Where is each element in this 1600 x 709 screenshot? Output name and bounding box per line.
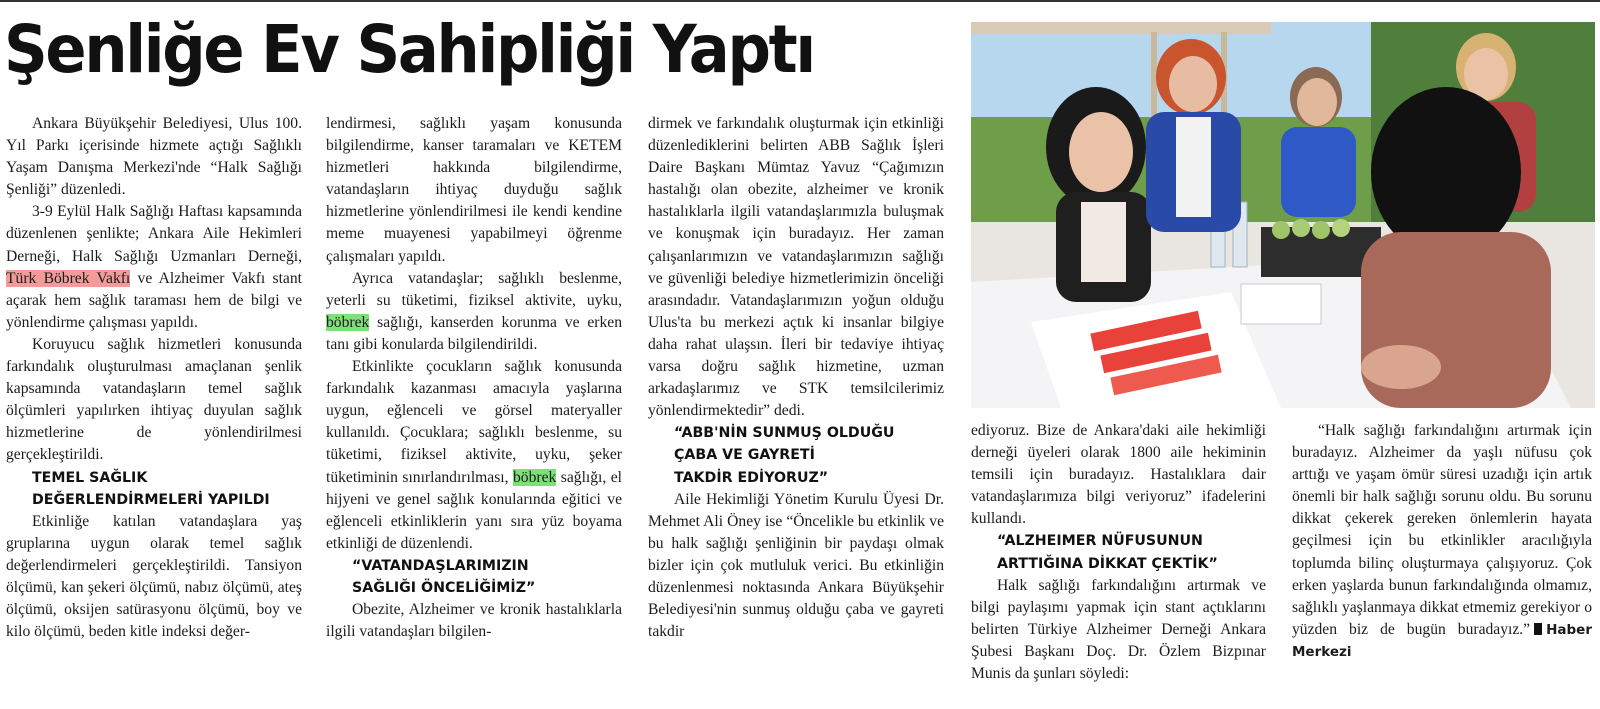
paragraph: 3-9 Eylül Halk Sağlığı Haftası kapsamında düzenlenen şenlikte; Ankara Aile Hekimleri Derneği, Halk Sağlığı Uzmanları Derneği, Türk Böbrek Vakfı ve Alzheimer Vakfı stant açarak hem sağlık taraması hem de bilgi ve yönlendirme çalışması yapıldı. [6,203,302,331]
paragraph: Etkinliğe katılan vatandaşlara yaş gruplarına uygun olarak temel sağlık değerlendirmeleri gerçekleştirildi. Tansiyon ölçümü, kan şekeri ölçümü, nabız ölçümü, ateş ölçümü, oksijen satürasyonu ölçümü, boy ve kilo ölçümü, beden kitle indeksi değer- [6,512,302,641]
article-column-1 [6,113,302,643]
paragraph: lendirmesi, sağlıklı yaşam konusunda bilgilendirme, kanser taramaları ve KETEM hizmetleri hakkında bilgilendirme, vatandaşların ihtiyaç duyduğu sağlık hizmetlerine yönlendirilmesi ile kendi kendine meme muayenesi yapabilmeyi öğrenme çalışmaları yapıldı. [326,115,622,265]
subheading: TEMEL SAĞLIK DEĞERLENDİRMELERİ YAPILDI [32,469,270,508]
highlight-keyword: Türk Böbrek Vakfı [6,269,131,287]
paragraph: Ankara Büyükşehir Belediyesi, Ulus 100. Yıl Parkı içerisinde hizmete açtığı Sağlıklı Yaşam Danışma Merkezi'nde “Halk Sağlığı Şenliği” düzenledi. [6,115,302,199]
paragraph: “Halk sağlığı farkındalığını artırmak için buradayız. Alzheimer da yaşlı nüfusu çok arttığı ve yaşam ömür süresi uzadığı için artık önemli bir halk sağlığı sorunu oldu. Bu sorunu dikkat çekerek gereken önlemlerin hayata geçilmesi için bu etkinlikler aracılığıyla toplumda bilinç oluşturmaya çalışıyoruz. Çok erken yaşlarda bunun farkındalığında olmamız, sağlıklı yaşlanmaya dikkat etmemiz gerekiyor o yüzden biz de bugün buradayız.” Haber Merkezi [1292,422,1592,660]
paragraph: Etkinlikte çocukların sağlık konusunda farkındalık kazanması amacıyla yaşlarına uygun, eğlenceli ve görsel materyaller kullanıldı. Çocuklara; sağlıklı beslenme, su tüketimi, fiziksel aktivite, uyku, şeker tüketiminin sınırlandırılması, böbrek sağlığı, el hijyeni ve genel sağlık konularında eğitici ve eğlenceli etkinliklerin yanı sıra yüz boyama etkinliği de düzenlendi. [326,358,622,552]
article-column-5 [1292,420,1592,663]
paragraph: Ayrıca vatandaşlar; sağlıklı beslenme, yeterli su tüketimi, fiziksel aktivite, uyku, böbrek sağlığı, kanserden korunma ve erken tanı gibi konularda bilgilendirildi. [326,269,622,353]
subheading: “ABB'NİN SUNMUŞ OLDUĞU ÇABA VE GAYRETİ TAKDİR EDİYORUZ” [674,425,895,486]
photo-illustration [971,22,1595,408]
paragraph: dirmek ve farkındalık oluşturmak için etkinliği düzenlediklerini belirten ABB Sağlık İşleri Daire Başkanı Mümtaz Yavuz “Çağımızın hastalığı olan obezite, alzheimer ve kronik hastalıklarla ilgili vatandaşlarımızla buluşmak ve konuşmak için buradayız. Her zaman çalışanlarımızın ve vatandaşlarımızın sağlığı ve güvenliği belediye hizmetlerimizin önceliği arasındadır. Vatandaşlarımızın yoğun olduğu Ulus'ta bu merkezi açtık ki insanlar bilgiye daha rahat ulaşsın. İleri bir tedaviye ihtiyaç varsa doğru sağlık hizmetine, uzman arkadaşlarımız ve STK temsilcilerimiz yönlendirmektedir” dedi. [648,115,944,420]
article-column-2 [326,113,622,643]
paragraph: Aile Hekimliği Yönetim Kurulu Üyesi Dr. Mehmet Ali Öney ise “Öncelikle bu etkinlik ve bu halk sağlığı şenliğinin bir paydaşı olmak bizler için çok mutluluk verici. Bu etkinliğin düzenlenmesi noktasında Ankara Büyükşehir Belediyesi'nin sunmuş olduğu çaba ve gayreti takdir [648,490,944,641]
square-bullet-icon [1534,623,1542,635]
article-headline: Şenliğe Ev Sahipliği Yaptı [4,11,814,88]
article-column-4 [971,420,1266,685]
paragraph: Obezite, Alzheimer ve kronik hastalıklarla ilgili vatandaşları bilgilen- [326,601,622,641]
news-photo [971,22,1595,408]
subheading: “ALZHEIMER NÜFUSUNUN ARTTIĞINA DİKKAT ÇEKTİK” [997,533,1218,572]
highlight-keyword: böbrek [512,468,557,486]
top-rule [0,0,1600,2]
paragraph: Koruyucu sağlık hizmetleri konusunda farkındalık oluşturulması amaçlanan şenlik kapsamında vatandaşların temel sağlık ölçümleri yapılırken ihtiyaç duyulan sağlık hizmetlerine de yönlendirilmesi gerçekleştirildi. [6,335,302,464]
paragraph: Halk sağlığı farkındalığını artırmak ve bilgi paylaşımı yapmak için stant açtıklarını belirten Türkiye Alzheimer Derneği Ankara Şubesi Başkanı Doç. Dr. Özlem Bizpınar Munis da şunları söyledi: [971,576,1266,683]
highlight-keyword: böbrek [326,313,370,331]
paragraph: ediyoruz. Bize de Ankara'daki aile hekimliği derneği üyeleri olarak 1800 aile hekiminin temsili için buradayız. Hastalıklara dair vatandaşlarımıza bilgi veriyoruz” ifadelerini kullandı. [971,422,1266,528]
article-column-3 [648,113,944,643]
subheading: “VATANDAŞLARIMIZIN SAĞLIĞI ÖNCELİĞİMİZ” [352,557,536,596]
byline: Haber Merkezi [1292,621,1592,660]
